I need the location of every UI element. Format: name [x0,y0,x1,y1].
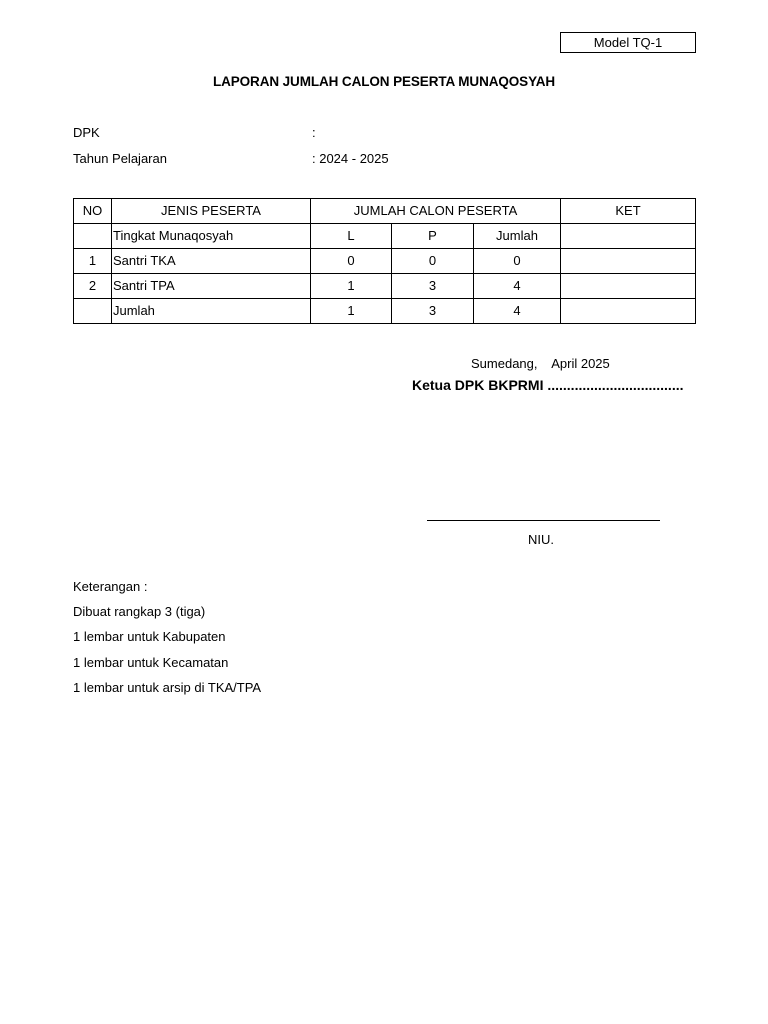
cell-jenis: Santri TPA [112,274,311,299]
subheader-blank [74,224,112,249]
table-row [74,249,696,274]
cell-p: 0 [392,249,474,274]
cell-ket [561,274,696,299]
total-label: Jumlah [112,299,311,324]
model-label: Model TQ-1 [560,32,696,53]
signature-line [427,520,660,521]
cell-no: 2 [74,274,112,299]
total-p: 3 [392,299,474,324]
cell-p: 3 [392,274,474,299]
cell-l: 1 [311,274,392,299]
niu-label: NIU. [528,532,554,547]
table-header-row [74,199,696,224]
total-l: 1 [311,299,392,324]
subheader-tingkat: Tingkat Munaqosyah [112,224,311,249]
table-row [74,274,696,299]
subheader-p: P [392,224,474,249]
notes-line: Dibuat rangkap 3 (tiga) [73,604,206,619]
cell-jumlah: 4 [474,274,561,299]
total-ket-blank [561,299,696,324]
total-no-blank [74,299,112,324]
header-ket: KET [561,199,696,224]
header-no: NO [74,199,112,224]
table-subheader-row [74,224,696,249]
subheader-jumlah: Jumlah [474,224,561,249]
cell-ket [561,249,696,274]
header-jumlah-calon-peserta: JUMLAH CALON PESERTA [311,199,561,224]
page-title: LAPORAN JUMLAH CALON PESERTA MUNAQOSYAH [212,74,556,89]
participant-table [73,198,696,324]
place-date: Sumedang, April 2025 [471,356,610,371]
notes-line: 1 lembar untuk Kecamatan [73,655,229,670]
notes-heading: Keterangan : [73,579,148,594]
cell-l: 0 [311,249,392,274]
cell-no: 1 [74,249,112,274]
ketua-title: Ketua DPK BKPRMI ................................... [412,377,684,393]
tahun-pelajaran-value: : 2024 - 2025 [312,151,389,166]
notes-line: 1 lembar untuk Kabupaten [73,629,226,644]
total-jumlah: 4 [474,299,561,324]
subheader-ket-blank [561,224,696,249]
subheader-l: L [311,224,392,249]
table-total-row [74,299,696,324]
notes-line: 1 lembar untuk arsip di TKA/TPA [73,680,262,695]
dpk-value: : [312,125,316,140]
cell-jumlah: 0 [474,249,561,274]
dpk-label: DPK [73,125,100,140]
cell-jenis: Santri TKA [112,249,311,274]
header-jenis-peserta: JENIS PESERTA [112,199,311,224]
tahun-pelajaran-label: Tahun Pelajaran [73,151,167,166]
